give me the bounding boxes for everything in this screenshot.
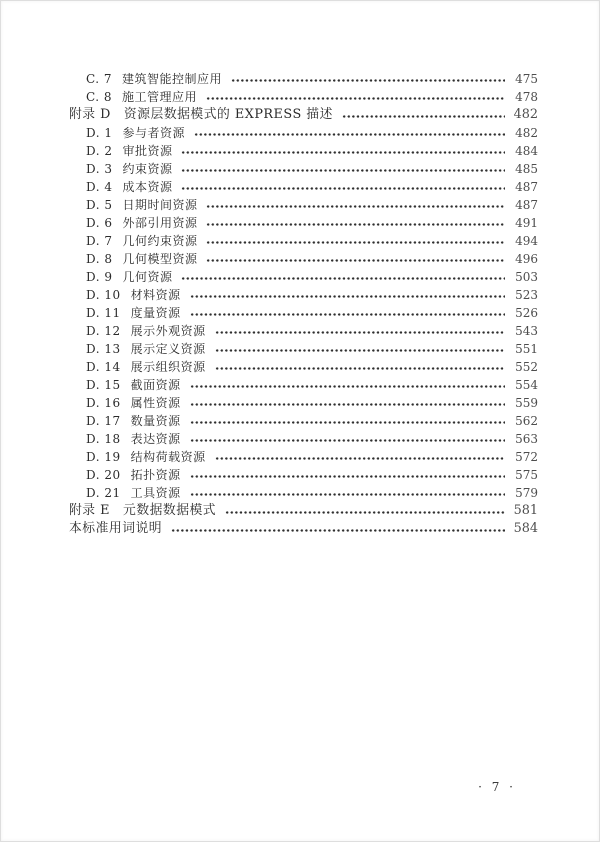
toc-dot-leader <box>231 73 505 85</box>
toc-entry-number: D. 20 <box>86 468 121 482</box>
toc-dot-leader <box>181 271 505 283</box>
toc-row <box>69 142 538 160</box>
toc-entry-title: 元数据数据模式 <box>123 503 217 518</box>
toc-row <box>69 340 538 358</box>
toc-dot-leader <box>190 397 505 409</box>
toc-entry-page: 584 <box>513 521 538 536</box>
toc-row <box>69 358 538 376</box>
toc-row <box>69 88 538 106</box>
toc-row <box>69 376 538 394</box>
toc-entry-page: 487 <box>515 180 538 194</box>
toc-entry-title: 截面资源 <box>130 378 181 392</box>
toc-entry-number: D. 6 <box>86 216 113 230</box>
toc-dot-leader <box>215 451 505 463</box>
toc-dot-leader <box>194 127 505 139</box>
toc-row <box>69 412 538 430</box>
toc-entry-title: 日期时间资源 <box>122 198 198 212</box>
toc-entry-page: 572 <box>515 450 538 464</box>
toc-dot-leader <box>190 415 505 427</box>
toc-row <box>69 106 538 124</box>
toc-entry-number: D. 15 <box>86 378 121 392</box>
toc-entry-number: D. 21 <box>86 486 121 500</box>
toc-entry-page: 563 <box>515 432 538 446</box>
toc-entry-page: 503 <box>515 270 538 284</box>
toc-entry-number: C. 8 <box>86 90 113 104</box>
toc-entry-page: 559 <box>515 396 538 410</box>
toc-entry-page: 526 <box>515 306 538 320</box>
toc-dot-leader <box>225 505 505 517</box>
toc-entry-title: 材料资源 <box>130 288 181 302</box>
toc-entry-title: 拓扑资源 <box>130 468 181 482</box>
toc-entry-page: 543 <box>515 324 538 338</box>
toc-entry-page: 487 <box>515 198 538 212</box>
toc-row <box>69 124 538 142</box>
toc-entry-number: D. 13 <box>86 342 121 356</box>
toc-entry-number: D. 9 <box>86 270 113 284</box>
toc-entry-page: 551 <box>515 342 538 356</box>
toc-dot-leader <box>190 289 505 301</box>
toc-dot-leader <box>206 235 505 247</box>
toc-dot-leader <box>190 307 505 319</box>
toc-entry-number: 附录 D <box>69 107 111 122</box>
toc-dot-leader <box>171 523 505 535</box>
toc-row <box>69 250 538 268</box>
toc-row <box>69 268 538 286</box>
toc-dot-leader <box>190 379 505 391</box>
toc-entry-title: 成本资源 <box>122 180 173 194</box>
toc-entry-number: D. 17 <box>86 414 121 428</box>
toc-row <box>69 448 538 466</box>
toc-entry-title: 审批资源 <box>122 144 173 158</box>
toc-entry-number: D. 5 <box>86 198 113 212</box>
toc-entry-page: 523 <box>515 288 538 302</box>
toc-row <box>69 70 538 88</box>
toc-dot-leader <box>215 361 505 373</box>
toc-row <box>69 520 538 538</box>
toc-entry-page: 485 <box>515 162 538 176</box>
toc-dot-leader <box>190 487 505 499</box>
toc-entry-page: 484 <box>515 144 538 158</box>
toc-entry-number: D. 7 <box>86 234 113 248</box>
toc-dot-leader <box>206 91 505 103</box>
toc-entry-number: D. 4 <box>86 180 113 194</box>
toc-entry-title: 工具资源 <box>130 486 181 500</box>
toc-row <box>69 502 538 520</box>
toc-row <box>69 178 538 196</box>
toc-dot-leader <box>206 217 505 229</box>
toc-entry-number: D. 14 <box>86 360 121 374</box>
toc-entry-page: 579 <box>515 486 538 500</box>
toc-entry-page: 475 <box>515 72 538 86</box>
toc-entry-number: D. 2 <box>86 144 113 158</box>
toc-row <box>69 160 538 178</box>
toc-entry-title: 几何约束资源 <box>122 234 198 248</box>
toc-row <box>69 322 538 340</box>
toc-entry-page: 478 <box>515 90 538 104</box>
toc-entry-title: 资源层数据模式的 EXPRESS 描述 <box>123 107 333 122</box>
toc-dot-leader <box>181 145 505 157</box>
toc-entry-number: D. 18 <box>86 432 121 446</box>
footer-page-number: · 7 · <box>478 780 516 794</box>
toc-row <box>69 214 538 232</box>
toc-entry-title: 度量资源 <box>130 306 181 320</box>
toc-entry-title: 本标准用词说明 <box>69 521 163 536</box>
toc-entry-page: 496 <box>515 252 538 266</box>
toc-entry-page: 581 <box>513 503 538 518</box>
toc-entry-number: C. 7 <box>86 72 113 86</box>
toc-entry-page: 494 <box>515 234 538 248</box>
toc-entry-title: 几何资源 <box>122 270 173 284</box>
toc-entry-title: 建筑智能控制应用 <box>122 72 223 86</box>
toc-entry-number: D. 12 <box>86 324 121 338</box>
toc-entry-title: 参与者资源 <box>122 126 185 140</box>
toc-list <box>69 70 538 538</box>
toc-dot-leader <box>190 433 505 445</box>
toc-entry-page: 482 <box>515 126 538 140</box>
toc-row <box>69 430 538 448</box>
toc-entry-number: D. 19 <box>86 450 121 464</box>
toc-dot-leader <box>206 199 505 211</box>
toc-dot-leader <box>181 181 505 193</box>
toc-entry-number: D. 16 <box>86 396 121 410</box>
toc-entry-title: 展示组织资源 <box>130 360 206 374</box>
toc-entry-title: 属性资源 <box>130 396 181 410</box>
toc-dot-leader <box>342 109 505 121</box>
toc-entry-number: D. 8 <box>86 252 113 266</box>
toc-row <box>69 466 538 484</box>
toc-row <box>69 286 538 304</box>
toc-entry-page: 562 <box>515 414 538 428</box>
toc-row <box>69 394 538 412</box>
toc-entry-title: 表达资源 <box>130 432 181 446</box>
toc-row <box>69 196 538 214</box>
toc-entry-number: 附录 E <box>69 503 111 518</box>
toc-entry-page: 491 <box>515 216 538 230</box>
toc-entry-title: 外部引用资源 <box>122 216 198 230</box>
toc-entry-number: D. 3 <box>86 162 113 176</box>
toc-entry-page: 575 <box>515 468 538 482</box>
toc-row <box>69 304 538 322</box>
toc-row <box>69 484 538 502</box>
toc-entry-title: 约束资源 <box>122 162 173 176</box>
toc-entry-title: 结构荷载资源 <box>130 450 206 464</box>
toc-entry-page: 554 <box>515 378 538 392</box>
toc-entry-title: 几何模型资源 <box>122 252 198 266</box>
toc-entry-page: 552 <box>515 360 538 374</box>
toc-entry-title: 数量资源 <box>130 414 181 428</box>
toc-dot-leader <box>215 343 505 355</box>
toc-row <box>69 232 538 250</box>
toc-entry-page: 482 <box>513 107 538 122</box>
toc-dot-leader <box>181 163 505 175</box>
toc-entry-title: 展示外观资源 <box>130 324 206 338</box>
toc-entry-title: 施工管理应用 <box>122 90 198 104</box>
toc-entry-number: D. 10 <box>86 288 121 302</box>
toc-dot-leader <box>215 325 505 337</box>
toc-dot-leader <box>206 253 505 265</box>
toc-entry-number: D. 1 <box>86 126 113 140</box>
toc-entry-title: 展示定义资源 <box>130 342 206 356</box>
toc-entry-number: D. 11 <box>86 306 121 320</box>
toc-dot-leader <box>190 469 505 481</box>
